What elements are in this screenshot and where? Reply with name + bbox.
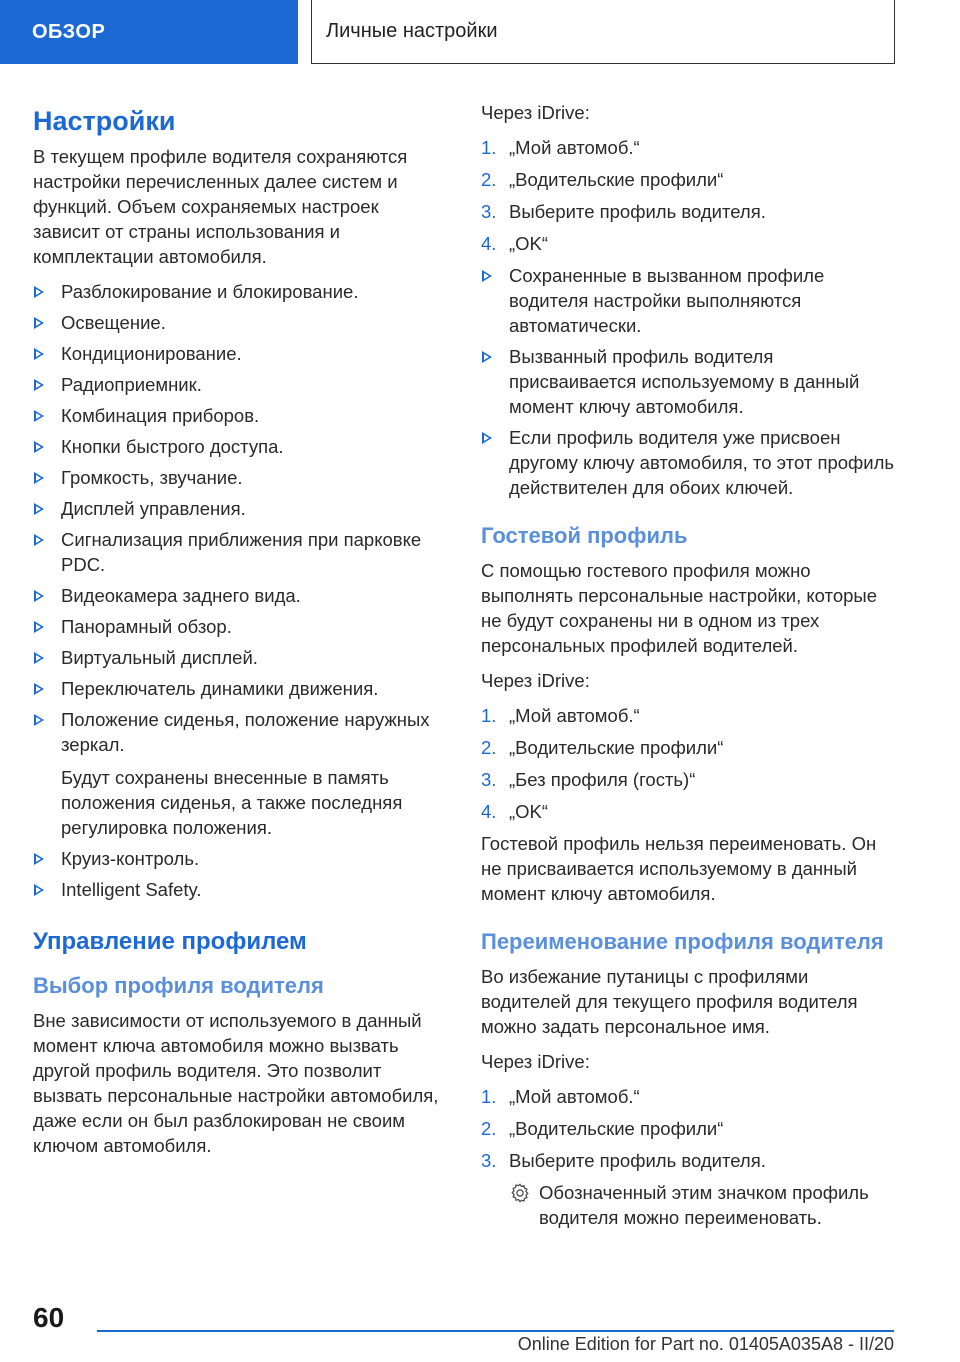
triangle-bullet-icon bbox=[34, 621, 44, 633]
step-text: „Водительские профили“ bbox=[509, 169, 724, 190]
rename-note-text: Обозначенный этим значком профиль водителя можно переименовать. bbox=[539, 1182, 869, 1228]
settings-intro: В текущем профиле водителя сохраняются настройки перечисленных далее систем и функций. Объем сохраняемых настроек зависит от страны использования и комплектации автомобиля. bbox=[33, 146, 408, 267]
triangle-bullet-icon bbox=[482, 432, 492, 444]
left-column bbox=[33, 100, 443, 1168]
list-item bbox=[33, 434, 443, 459]
chapter-title: Личные настройки bbox=[311, 0, 895, 64]
list-item-text: Видеокамера заднего вида. bbox=[61, 585, 301, 606]
triangle-bullet-icon bbox=[34, 853, 44, 865]
step-text: „Водительские профили“ bbox=[509, 737, 724, 758]
list-item-text: Сохраненные в вызванном профиле водителя настройки выполняются автоматически. bbox=[509, 265, 825, 336]
via-idrive-label: Через iDrive: bbox=[481, 670, 590, 691]
list-item bbox=[33, 372, 443, 397]
step-text: „Мой автомоб.“ bbox=[509, 137, 640, 158]
rename-steps bbox=[481, 1084, 895, 1173]
step-number: 4. bbox=[481, 233, 497, 254]
step-item bbox=[481, 167, 895, 192]
list-item-text: Дисплей управления. bbox=[61, 498, 246, 519]
list-item-text: Вызванный профиль водителя присваивается используемому в данный момент ключу автомобиля. bbox=[509, 346, 860, 417]
list-item bbox=[33, 341, 443, 366]
step-text: „Мой автомоб.“ bbox=[509, 1086, 640, 1107]
list-item bbox=[33, 527, 443, 577]
list-item bbox=[33, 496, 443, 521]
list-item bbox=[481, 263, 895, 338]
heading-settings: Настройки bbox=[33, 106, 176, 136]
triangle-bullet-icon bbox=[34, 534, 44, 546]
list-item-text: Intelligent Safety. bbox=[61, 879, 202, 900]
list-item bbox=[481, 425, 895, 500]
step-text: Выберите профиль водителя. bbox=[509, 1150, 766, 1171]
triangle-bullet-icon bbox=[34, 884, 44, 896]
triangle-bullet-icon bbox=[482, 351, 492, 363]
step-item bbox=[481, 231, 895, 256]
triangle-bullet-icon bbox=[482, 270, 492, 282]
list-item bbox=[33, 310, 443, 335]
step-text: „OK“ bbox=[509, 233, 549, 254]
list-item-text: Сигнализация приближения при парковке PDC. bbox=[61, 529, 422, 575]
heading-profile-management: Управление профилем bbox=[33, 928, 307, 955]
step-number: 3. bbox=[481, 201, 497, 222]
step-number: 1. bbox=[481, 705, 497, 726]
list-item-text: Виртуальный дисплей. bbox=[61, 647, 258, 668]
step-text: „Без профиля (гость)“ bbox=[509, 769, 696, 790]
saved-settings-list bbox=[33, 279, 443, 902]
guest-profile-text: С помощью гостевого профиля можно выполнять персональные настройки, которые не будут сохранены ни в одном из трех персональных профилей водителей. bbox=[481, 560, 877, 656]
list-item-text: Кондиционирование. bbox=[61, 343, 242, 364]
heading-select-profile: Выбор профиля водителя bbox=[33, 973, 324, 998]
triangle-bullet-icon bbox=[34, 348, 44, 360]
select-steps bbox=[481, 135, 895, 256]
heading-guest-profile: Гостевой профиль bbox=[481, 523, 688, 548]
step-item bbox=[481, 767, 895, 792]
step-number: 3. bbox=[481, 1150, 497, 1171]
rename-profile-text: Во избежание путаницы с профилями водителей для текущего профиля водителя можно задать персональное имя. bbox=[481, 966, 858, 1037]
step-number: 1. bbox=[481, 1086, 497, 1107]
list-item bbox=[33, 279, 443, 304]
guest-steps bbox=[481, 703, 895, 824]
list-item bbox=[33, 846, 443, 871]
gear-icon bbox=[509, 1182, 531, 1204]
triangle-bullet-icon bbox=[34, 503, 44, 515]
list-item bbox=[33, 465, 443, 490]
list-item-text: Положение сиденья, положение наружных зеркал. bbox=[61, 709, 430, 755]
step-number: 1. bbox=[481, 137, 497, 158]
triangle-bullet-icon bbox=[34, 652, 44, 664]
list-item bbox=[33, 877, 443, 902]
step-item bbox=[481, 1116, 895, 1141]
list-item bbox=[481, 344, 895, 419]
list-item bbox=[33, 707, 443, 840]
step-item bbox=[481, 703, 895, 728]
triangle-bullet-icon bbox=[34, 472, 44, 484]
section-tab: ОБЗОР bbox=[0, 0, 298, 64]
step-item bbox=[481, 1148, 895, 1173]
list-item bbox=[33, 676, 443, 701]
list-item-text: Если профиль водителя уже присвоен другому ключу автомобиля, то этот профиль действителен для обоих ключей. bbox=[509, 427, 895, 498]
via-idrive-label: Через iDrive: bbox=[481, 1051, 590, 1072]
step-number: 2. bbox=[481, 169, 497, 190]
page-number: 60 bbox=[33, 1302, 65, 1333]
list-item-text: Радиоприемник. bbox=[61, 374, 202, 395]
select-result-list bbox=[481, 263, 895, 500]
triangle-bullet-icon bbox=[34, 286, 44, 298]
step-text: „OK“ bbox=[509, 801, 549, 822]
rename-note bbox=[481, 1180, 895, 1230]
seat-memory-note: Будут сохранены внесенные в память положения сиденья, а также последняя регулировка положения. bbox=[61, 767, 403, 838]
list-item-text: Освещение. bbox=[61, 312, 166, 333]
step-number: 2. bbox=[481, 1118, 497, 1139]
list-item-text: Разблокирование и блокирование. bbox=[61, 281, 359, 302]
step-text: „Мой автомоб.“ bbox=[509, 705, 640, 726]
triangle-bullet-icon bbox=[34, 317, 44, 329]
guest-profile-note: Гостевой профиль нельзя переименовать. Он не присваивается используемому в данный момент ключу автомобиля. bbox=[481, 833, 877, 904]
step-number: 2. bbox=[481, 737, 497, 758]
footer-divider bbox=[97, 1330, 894, 1332]
triangle-bullet-icon bbox=[34, 410, 44, 422]
list-item bbox=[33, 614, 443, 639]
step-item bbox=[481, 799, 895, 824]
step-number: 3. bbox=[481, 769, 497, 790]
step-text: Выберите профиль водителя. bbox=[509, 201, 766, 222]
step-item bbox=[481, 199, 895, 224]
via-idrive-label: Через iDrive: bbox=[481, 102, 590, 123]
list-item bbox=[33, 583, 443, 608]
footer-edition: Online Edition for Part no. 01405A035A8 - II/20 bbox=[517, 1334, 894, 1354]
triangle-bullet-icon bbox=[34, 714, 44, 726]
triangle-bullet-icon bbox=[34, 590, 44, 602]
triangle-bullet-icon bbox=[34, 441, 44, 453]
list-item-text: Кнопки быстрого доступа. bbox=[61, 436, 284, 457]
right-column bbox=[481, 100, 895, 1230]
triangle-bullet-icon bbox=[34, 379, 44, 391]
list-item-text: Комбинация приборов. bbox=[61, 405, 260, 426]
triangle-bullet-icon bbox=[34, 683, 44, 695]
step-text: „Водительские профили“ bbox=[509, 1118, 724, 1139]
list-item-text: Панорамный обзор. bbox=[61, 616, 232, 637]
step-item bbox=[481, 135, 895, 160]
step-number: 4. bbox=[481, 801, 497, 822]
list-item-text: Переключатель динамики движения. bbox=[61, 678, 379, 699]
list-item-text: Круиз-контроль. bbox=[61, 848, 200, 869]
step-item bbox=[481, 1084, 895, 1109]
step-item bbox=[481, 735, 895, 760]
list-item bbox=[33, 403, 443, 428]
select-profile-text: Вне зависимости от используемого в данный момент ключа автомобиля можно вызвать другой профиль водителя. Это позволит вызвать персональные настройки автомобиля, даже если он был разблокирован не своим ключом автомобиля. bbox=[33, 1010, 439, 1156]
list-item-text: Громкость, звучание. bbox=[61, 467, 243, 488]
heading-rename-profile: Переименование профиля водителя bbox=[481, 929, 884, 954]
list-item bbox=[33, 645, 443, 670]
